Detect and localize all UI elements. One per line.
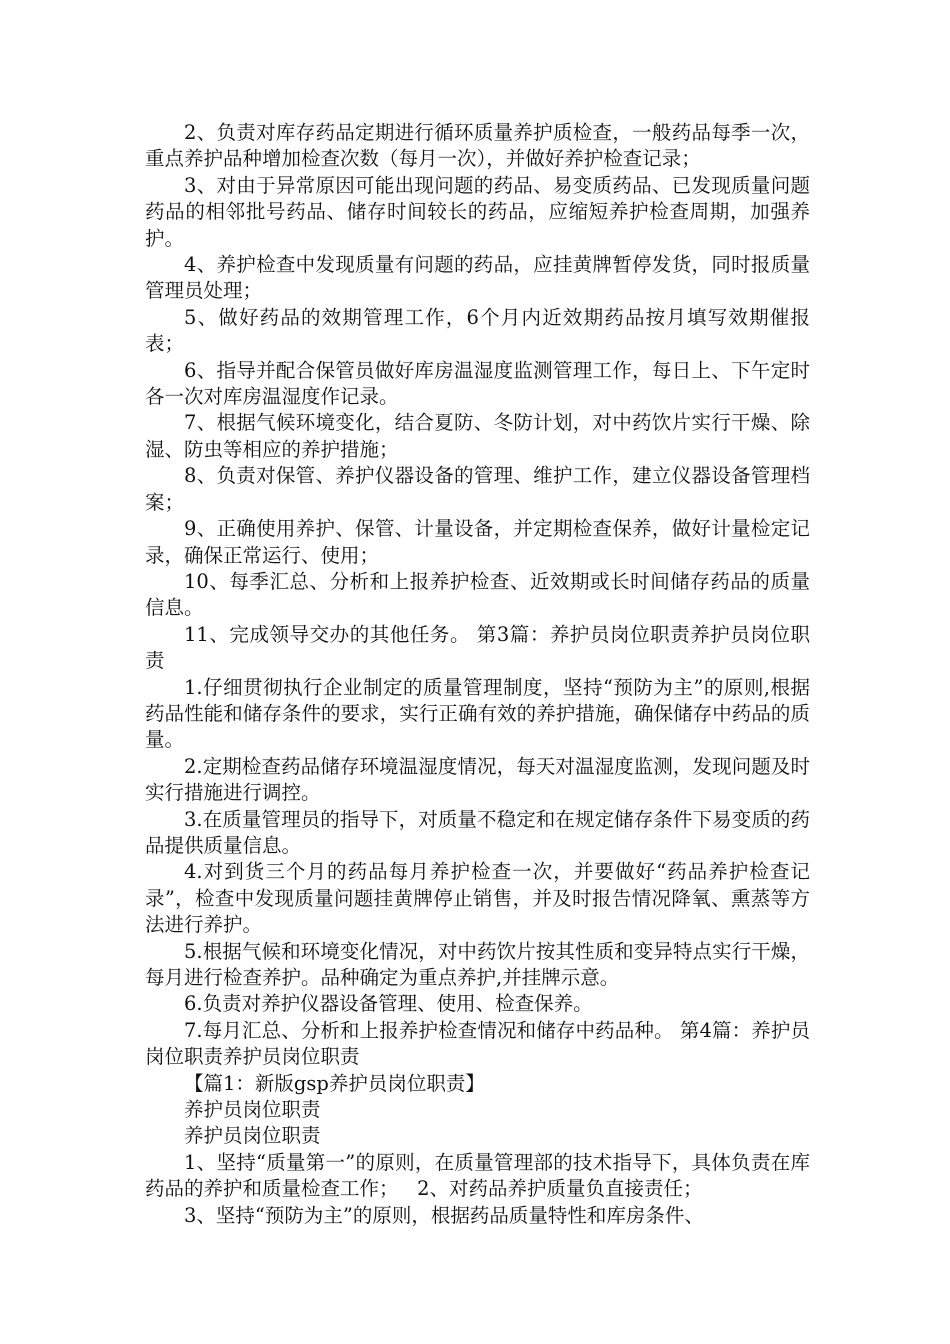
document-body [145,120,810,1229]
paragraph: 9、正确使用养护、保管、计量设备，并定期检查保养，做好计量检定记录，确保正常运行、使用； [145,517,810,567]
paragraph: 7、根据气候环境变化，结合夏防、冬防计划，对中药饮片实行干燥、除湿、防虫等相应的养护措施； [145,411,810,461]
paragraph: 8、负责对保管、养护仪器设备的管理、维护工作，建立仪器设备管理档案； [145,464,810,514]
paragraph: 6.负责对养护仪器设备管理、使用、检查保养。 [184,992,593,1016]
paragraph: 5、做好药品的效期管理工作，6个月内近效期药品按月填写效期催报表； [145,305,810,356]
paragraph: 4.对到货三个月的药品每月养护检查一次，并要做好“药品养护检查记录”，检查中发现质量问题挂黄牌停止销售，并及时报告情况降氧、熏蒸等方法进行养护。 [145,860,810,937]
paragraph: 4、养护检查中发现质量有问题的药品，应挂黄牌暂停发货，同时报质量管理员处理； [145,253,810,303]
paragraph: 1.仔细贯彻执行企业制定的质量管理制度，坚持“预防为主”的原则,根据药品性能和储存条件的要求，实行正确有效的养护措施，确保储存中药品的质量。 [145,675,810,752]
paragraph: 2、负责对库存药品定期进行循环质量养护质检查，一般药品每季一次，重点养护品种增加检查次数（每月一次），并做好养护检查记录； [145,121,810,171]
subheading: 养护员岗位职责 [184,1098,321,1122]
paragraph: 3.在质量管理员的指导下，对质量不稳定和在规定储存条件下易变质的药品提供质量信息。 [145,807,810,857]
paragraph: 1、坚持“质量第一”的原则，在质量管理部的技术指导下，具体负责在库药品的养护和质量检查工作； 2、对药品养护质量负直接责任； [145,1150,810,1201]
paragraph: 11、完成领导交办的其他任务。 第3篇：养护员岗位职责养护员岗位职责 [145,622,810,673]
paragraph: 2.定期检查药品储存环境温湿度情况，每天对温湿度监测，发现问题及时实行措施进行调控。 [145,754,810,805]
paragraph: 7.每月汇总、分析和上报养护检查情况和储存中药品种。 第4篇：养护员岗位职责养护员岗位职责 [145,1018,810,1069]
section-heading: 【篇1：新版gsp养护员岗位职责】 [184,1071,485,1095]
paragraph: 3、坚持“预防为主”的原则，根据药品质量特性和库房条件、 [184,1203,704,1227]
subheading: 养护员岗位职责 [184,1124,321,1148]
paragraph: 5.根据气候和环境变化情况，对中药饮片按其性质和变异特点实行干燥，每月进行检查养护。品种确定为重点养护,并挂牌示意。 [145,939,810,989]
paragraph: 6、指导并配合保管员做好库房温湿度监测管理工作，每日上、下午定时各一次对库房温湿度作记录。 [145,358,810,409]
paragraph: 3、对由于异常原因可能出现问题的药品、易变质药品、已发现质量问题药品的相邻批号药品、储存时间较长的药品，应缩短养护检查周期，加强养护。 [145,173,810,250]
paragraph: 10、每季汇总、分析和上报养护检查、近效期或长时间储存药品的质量信息。 [145,569,810,620]
